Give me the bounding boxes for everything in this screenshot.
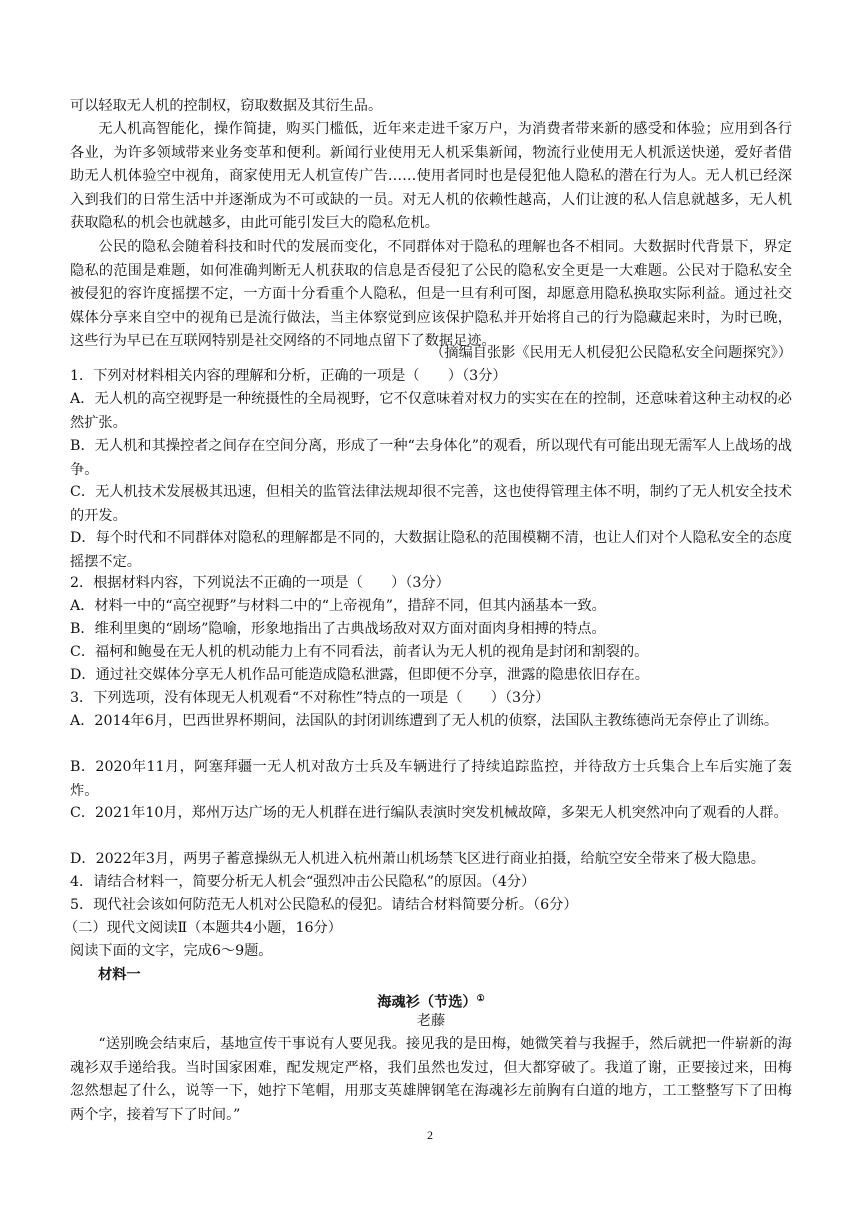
question-2-option-d: D．通过社交媒体分享无人机作品可能造成隐私泄露，但即便不分享，泄露的隐患依旧存在。 <box>70 667 649 683</box>
question-1-option-a: A．无人机的高空视野是一种统摄性的全局视野，它不仅意味着对权力的实实在在的控制，还意味着这种主动权的必然扩张。 <box>70 391 792 431</box>
question-3-option-d: D．2022年3月，两男子蓄意操纵无人机进入杭州萧山机场禁飞区进行商业拍摄，给航空安全带来了极大隐患。 <box>70 851 765 867</box>
section-2-heading: （二）现代文阅读Ⅱ（本题共4小题，16分） <box>64 920 342 936</box>
question-5: 5．现代社会该如何防范无人机对公民隐私的侵犯。请结合材料简要分析。（6分） <box>70 897 578 913</box>
material1-cont-p0: 可以轻取无人机的控制权，窃取数据及其衍生品。 <box>70 98 383 114</box>
article-paragraph-1: “送别晚会结束后，基地宣传干事说有人要见我。接见我的是田梅，她微笑着与我握手，然后就把一件崭新的海魂衫双手递给我。当时国家困难，配发规定严格，我们虽然也发过，但大都穿破了。我道了谢，正要接过来，田梅忽然想起了什么，说等一下，她拧下笔帽，用那支英雄牌钢笔在海魂衫左前胸有白道的地方，工工整整写下了田梅两个字，接着写下了时间。” <box>70 1036 792 1123</box>
article-title-footnote-mark: ① <box>476 994 485 1004</box>
question-3-option-c: C．2021年10月，郑州万达广场的无人机群在进行编队表演时突发机械故障，多架无人机突然冲向了观看的人群。 <box>70 805 788 821</box>
question-1-stem: 1．下列对材料相关内容的理解和分析，正确的一项是（ ）（3分） <box>70 368 507 384</box>
question-3-stem: 3．下列选项，没有体现无人机观看“不对称性”特点的一项是（ ）（3分） <box>70 690 550 706</box>
material1-cont-p2: 公民的隐私会随着科技和时代的发展而变化，不同群体对于隐私的理解也各不相同。大数据时代背景下，界定隐私的范围是难题，如何准确判断无人机获取的信息是否侵犯了公民的隐私安全更是一大难题。公民对于隐私安全被侵犯的容许度摇摆不定，一方面十分看重个人隐私，但是一旦有利可图，却愿意用隐私换取实际利益。通过社交媒体分享来自空中的视角已是流行做法，当主体察觉到应该保护隐私并开始将自己的行为隐藏起来时，为时已晚，这些行为早已在互联网特别是社交网络的不同地点留下了数据足迹。 <box>70 239 792 349</box>
question-3-option-b: B．2020年11月，阿塞拜疆一无人机对敌方士兵及车辆进行了持续追踪监控，并待敌方士兵集合上车后实施了轰炸。 <box>70 759 792 799</box>
article-title-text: 海魂衫（节选） <box>377 994 477 1011</box>
question-2-stem: 2．根据材料内容，下列说法不正确的一项是（ ）（3分） <box>70 575 450 591</box>
article-author: 老藤 <box>416 1013 446 1029</box>
question-1-option-b: B．无人机和其操控者之间存在空间分离，形成了一种“去身体化”的观看，所以现代有可能出现无需军人上战场的战争。 <box>70 438 792 478</box>
question-2-option-b: B．维利里奥的“剧场”隐喻，形象地指出了古典战场敌对双方面对面肉身相搏的特点。 <box>70 621 606 637</box>
page-number: 2 <box>427 1128 433 1142</box>
question-2-option-a: A．材料一中的“高空视野”与材料二中的“上帝视角”，措辞不同，但其内涵基本一致。 <box>70 598 606 614</box>
question-3-option-a: A．2014年6月，巴西世界杯期间，法国队的封闭训练遭到了无人机的侦察，法国队主教练德尚无奈停止了训练。 <box>70 713 779 729</box>
material1-source: （摘编自张影《民用无人机侵犯公民隐私安全问题探究》） <box>430 345 792 361</box>
section-2-instruction: 阅读下面的文字，完成6～9题。 <box>70 943 273 959</box>
question-4: 4．请结合材料一，简要分析无人机会“强烈冲击公民隐私”的原因。（4分） <box>70 874 536 890</box>
question-1-option-c: C．无人机技术发展极其迅速，但相关的监管法律法规却很不完善，这也使得管理主体不明，制约了无人机安全技术的开发。 <box>70 484 792 524</box>
question-2-option-c: C．福柯和鲍曼在无人机的机动能力上有不同看法，前者认为无人机的视角是封闭和割裂的。 <box>70 644 649 660</box>
material-label: 材料一 <box>98 967 141 983</box>
question-1-option-d: D．每个时代和不同群体对隐私的理解都是不同的，大数据让隐私的范围模糊不清，也让人们对个人隐私安全的态度摇摆不定。 <box>70 530 792 570</box>
material1-cont-p1: 无人机高智能化，操作简捷，购买门槛低，近年来走进千家万户，为消费者带来新的感受和体验；应用到各行各业，为许多领域带来业务变革和便利。新闻行业使用无人机采集新闻，物流行业使用无人机派送快递，爱好者借助无人机体验空中视角，商家使用无人机宣传广告……使用者同时也是侵犯他人隐私的潜在行为人。无人机已经深入到我们的日常生活中并逐渐成为不可或缺的一员。对无人机的依赖性越高，人们让渡的私人信息就越多，无人机获取隐私的机会也就越多，由此可能引发巨大的隐私危机。 <box>70 121 792 231</box>
